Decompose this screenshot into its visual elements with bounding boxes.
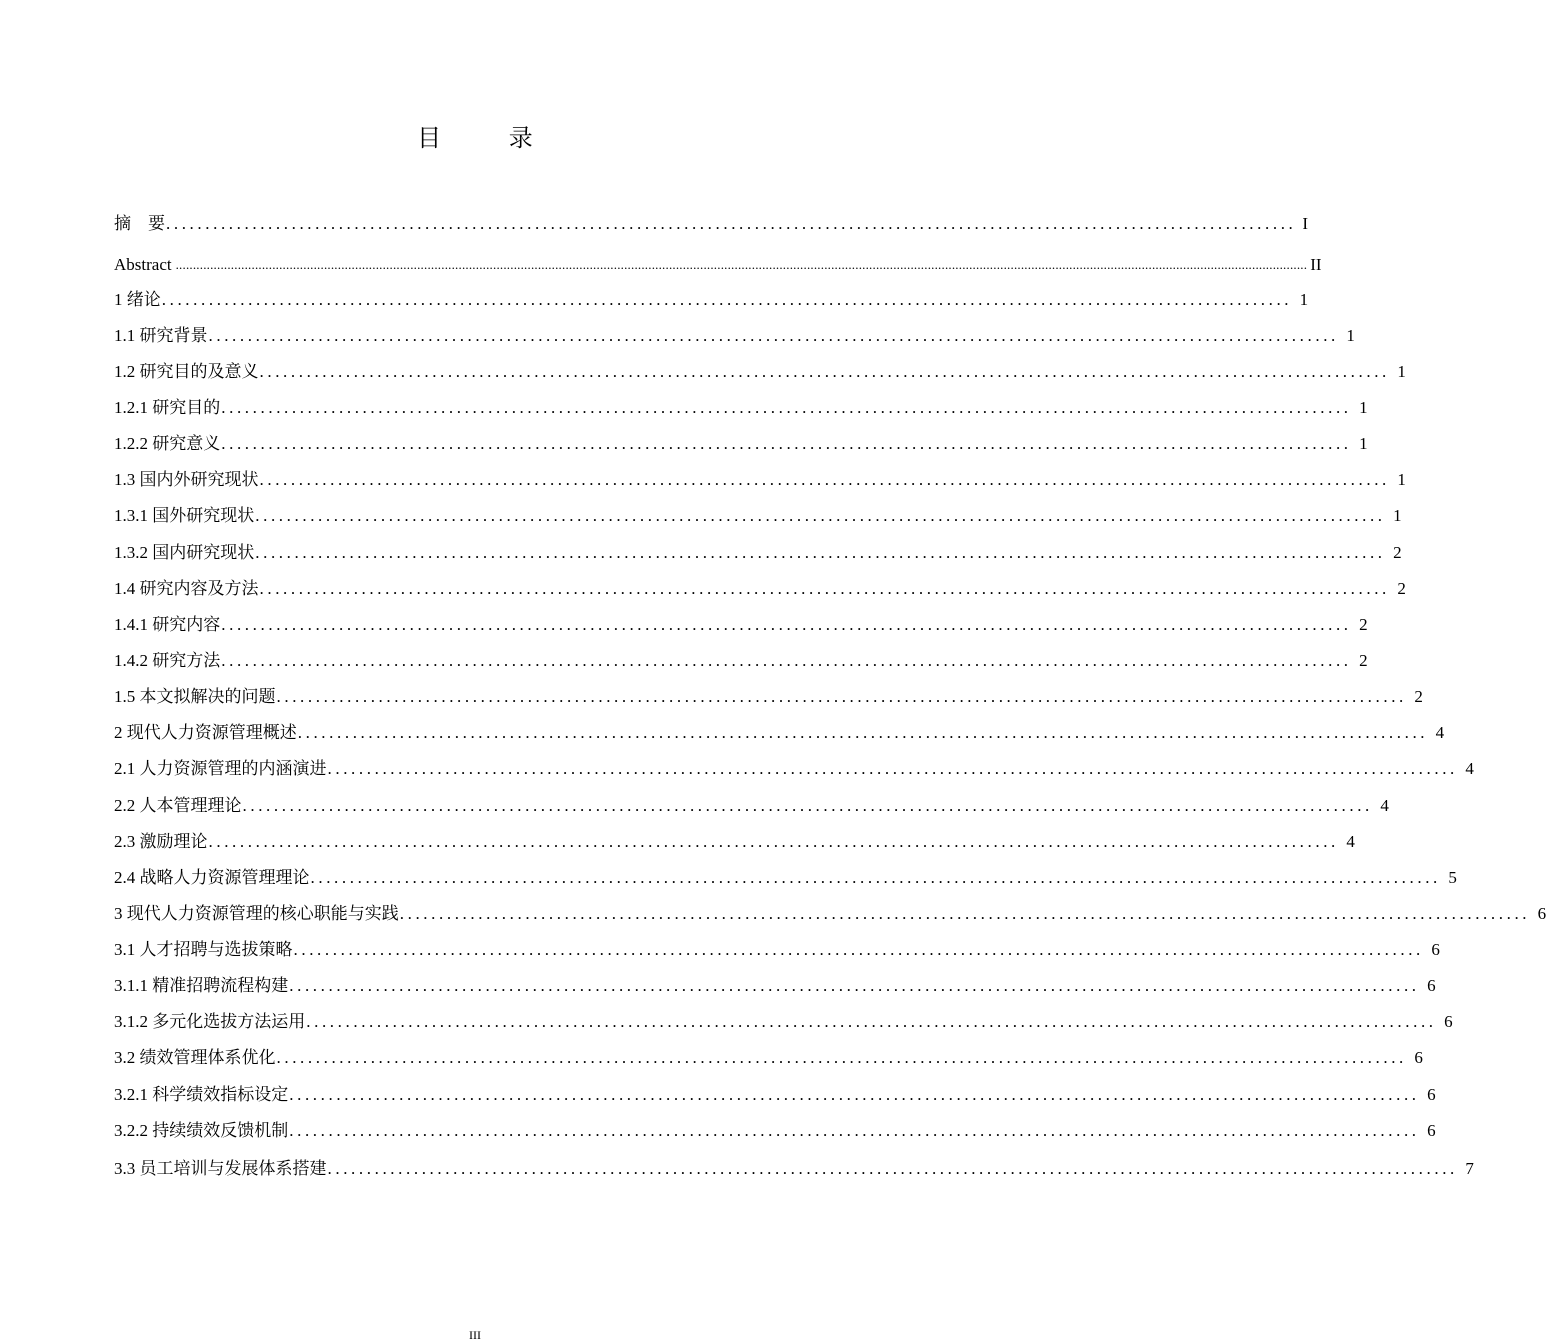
toc-entry-label: Abstract: [114, 255, 172, 274]
toc-entry[interactable]: [114, 612, 1368, 638]
toc-entry-label: 2.2 人本管理理论: [114, 796, 242, 815]
toc-entry-label: 1.5 本文拟解决的问题: [114, 687, 276, 706]
toc-entry-label: 1.4 研究内容及方法: [114, 579, 259, 598]
toc-leader-dots: ................................................................................................................................................: [289, 1121, 1420, 1140]
toc-leader-dots: ................................................................................................................................................: [221, 398, 1352, 417]
toc-entry-page: 1: [1346, 326, 1355, 345]
toc-leader-dots: ................................................................................................................................................: [255, 543, 1386, 562]
toc-entry-page: 4: [1380, 796, 1389, 815]
toc-entry[interactable]: [114, 1156, 1474, 1182]
page-title: 目 录: [417, 124, 563, 152]
toc-leader-dots: ................................................................................................................................................: [166, 214, 1297, 233]
toc-entry-page: 1: [1359, 398, 1368, 417]
toc-entry-page: 6: [1427, 976, 1436, 995]
toc-entry-page: 1: [1393, 506, 1402, 525]
toc-entry-label: 1.4.2 研究方法: [114, 651, 221, 670]
toc-entry-label: 3.3 员工培训与发展体系搭建: [114, 1159, 327, 1178]
toc-leader-dots: ................................................................................................................................................: [221, 615, 1352, 634]
toc-entry[interactable]: [114, 1009, 1453, 1035]
toc-entry-page: 4: [1346, 832, 1355, 851]
toc-leader-dots: ................................................................................................................................................: [208, 832, 1339, 851]
toc-entry-label: 1.3.1 国外研究现状: [114, 506, 255, 525]
toc-entry-label: 2.1 人力资源管理的内涵演进: [114, 759, 327, 778]
toc-entry[interactable]: [114, 359, 1406, 385]
toc-entry-label: 2 现代人力资源管理概述: [114, 723, 297, 742]
toc-entry[interactable]: [114, 1045, 1423, 1071]
toc-entry[interactable]: [114, 829, 1355, 855]
toc-entry-label: 2.3 激励理论: [114, 832, 208, 851]
toc-entry-label: 3.2.2 持续绩效反馈机制: [114, 1121, 289, 1140]
toc-entry-page: 6: [1414, 1048, 1423, 1067]
toc-entry-page: 2: [1393, 543, 1402, 562]
toc-entry-label: 摘 要: [114, 214, 165, 233]
toc-entry-abstract-cn[interactable]: [114, 211, 1309, 237]
toc-entry-page: 1: [1359, 434, 1368, 453]
toc-leader-dots: ................................................................................................................................................: [276, 1048, 1407, 1067]
toc-entry[interactable]: [114, 648, 1368, 674]
toc-entry[interactable]: [114, 901, 1546, 927]
toc-entry-label: 3 现代人力资源管理的核心职能与实践: [114, 904, 399, 923]
toc-entry-page: 6: [1431, 940, 1440, 959]
toc-leader-dots: ................................................................................................................................................: [255, 506, 1386, 525]
toc-entry[interactable]: [114, 323, 1355, 349]
toc-entry-label: 1 绪论: [114, 290, 161, 309]
toc-leader-dots: ................................................................................................................................................: [306, 1012, 1437, 1031]
toc-entry-page: 2: [1359, 615, 1368, 634]
toc-entry-label: 3.2.1 科学绩效指标设定: [114, 1085, 289, 1104]
toc-entry-label: 1.3 国内外研究现状: [114, 470, 259, 489]
toc-entry-page: 2: [1359, 651, 1368, 670]
toc-entry-page: 1: [1397, 470, 1406, 489]
toc-leader-dots: ................................................................................................................................................: [289, 976, 1420, 995]
toc-entry-page: 6: [1427, 1085, 1436, 1104]
toc-entry[interactable]: [114, 937, 1440, 963]
toc-entry[interactable]: [114, 503, 1402, 529]
toc-entry-label: 1.4.1 研究内容: [114, 615, 221, 634]
toc-leader-dots: ................................................................................................................................................: [221, 651, 1352, 670]
toc-leader-dots: ................................................................................................................................................: [289, 1085, 1420, 1104]
toc-entry-page: 1: [1397, 362, 1406, 381]
toc-entry[interactable]: [114, 793, 1389, 819]
toc-entry-label: 3.1.2 多元化选拔方法运用: [114, 1012, 306, 1031]
toc-entry[interactable]: [114, 1082, 1436, 1108]
toc-leader-dots: ................................................................................................................................................: [327, 1159, 1458, 1178]
toc-entry-page: 4: [1435, 723, 1445, 742]
toc-entry-page: 6: [1427, 1121, 1436, 1140]
toc-entry-page: I: [1302, 214, 1309, 233]
toc-entry[interactable]: [114, 287, 1309, 313]
toc-leader-dots: ................................................................................................................................................: [221, 434, 1352, 453]
toc-leader-dots: ................................................................................................................................................: [259, 362, 1390, 381]
toc-leader-dots: ........................................................................................................................................................................................................................................................................................................................................: [175, 257, 1308, 272]
toc-entry-page: 2: [1414, 687, 1423, 706]
toc-leader-dots: ................................................................................................................................................: [208, 326, 1339, 345]
toc-leader-dots: ................................................................................................................................................: [242, 796, 1373, 815]
toc-entry-label: 2.4 战略人力资源管理理论: [114, 868, 310, 887]
toc-entry[interactable]: [114, 576, 1406, 602]
toc-entry[interactable]: [114, 431, 1368, 457]
toc-entry[interactable]: [114, 684, 1423, 710]
toc-entry-label: 1.3.2 国内研究现状: [114, 543, 255, 562]
toc-leader-dots: ................................................................................................................................................: [310, 868, 1441, 887]
toc-entry[interactable]: [114, 1118, 1436, 1144]
toc-entry-page: 5: [1448, 868, 1457, 887]
toc-entry-label: 1.1 研究背景: [114, 326, 208, 345]
toc-entry-abstract-en[interactable]: [114, 252, 1322, 278]
toc-entry-label: 3.1.1 精准招聘流程构建: [114, 976, 289, 995]
toc-entry-page: 2: [1397, 579, 1406, 598]
toc-entry-page: 7: [1465, 1159, 1474, 1178]
toc-entry-page: II: [1310, 255, 1322, 274]
toc-entry-label: 3.2 绩效管理体系优化: [114, 1048, 276, 1067]
toc-entry[interactable]: [114, 720, 1445, 746]
toc-leader-dots: ................................................................................................................................................: [293, 940, 1424, 959]
toc-entry-page: 1: [1299, 290, 1309, 309]
toc-entry-label: 3.1 人才招聘与选拔策略: [114, 940, 293, 959]
toc-entry-page: 4: [1465, 759, 1474, 778]
toc-entry[interactable]: [114, 395, 1368, 421]
toc-leader-dots: ................................................................................................................................................: [259, 470, 1390, 489]
toc-leader-dots: ................................................................................................................................................: [327, 759, 1458, 778]
toc-entry[interactable]: [114, 540, 1402, 566]
toc-entry[interactable]: [114, 865, 1457, 891]
page-number: III: [469, 1328, 481, 1342]
toc-entry-page: 6: [1537, 904, 1546, 923]
toc-entry[interactable]: [114, 467, 1406, 493]
toc-leader-dots: ................................................................................................................................................: [276, 687, 1407, 706]
toc-entry-page: 6: [1444, 1012, 1453, 1031]
toc-entry-label: 1.2 研究目的及意义: [114, 362, 259, 381]
toc-leader-dots: ................................................................................................................................................: [399, 904, 1531, 923]
toc-entry-label: 1.2.2 研究意义: [114, 434, 221, 453]
toc-entry[interactable]: [114, 973, 1436, 999]
toc-entry-label: 1.2.1 研究目的: [114, 398, 221, 417]
toc-leader-dots: ................................................................................................................................................: [259, 579, 1390, 598]
toc-entry[interactable]: [114, 756, 1474, 782]
toc-leader-dots: ................................................................................................................................................: [161, 290, 1293, 309]
toc-leader-dots: ................................................................................................................................................: [297, 723, 1429, 742]
